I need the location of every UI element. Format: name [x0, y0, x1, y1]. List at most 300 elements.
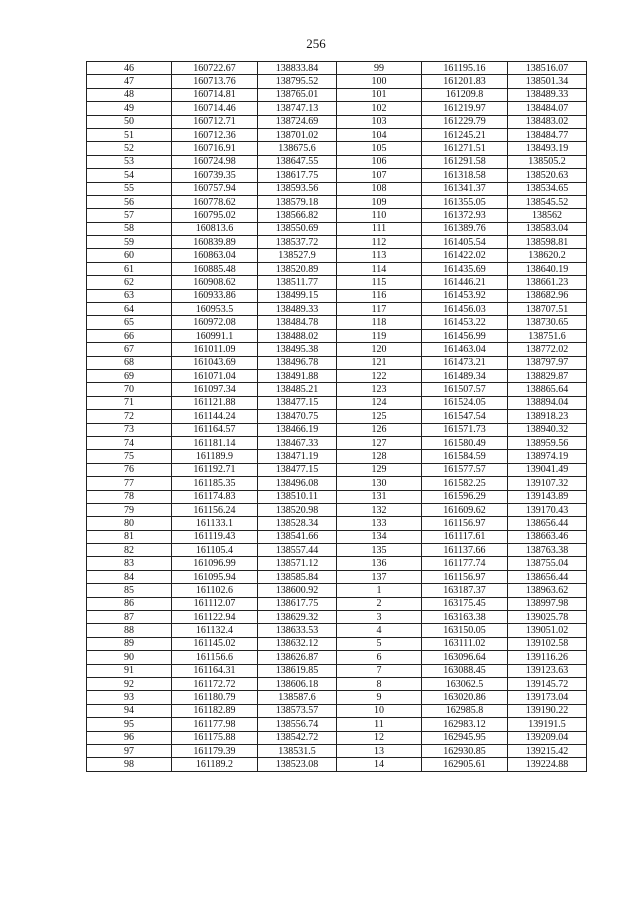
x-coordinate-cell: 162985.8: [422, 704, 508, 717]
point-number-cell: 111: [337, 222, 422, 235]
coordinates-table-body: [87, 62, 587, 772]
x-coordinate-cell: 161271.51: [422, 142, 508, 155]
y-coordinate-cell: 138587.6: [258, 691, 337, 704]
table-row: [87, 356, 587, 369]
point-number-cell: 78: [87, 490, 172, 503]
point-number-cell: 2: [337, 597, 422, 610]
point-number-cell: 49: [87, 102, 172, 115]
point-number-cell: 66: [87, 329, 172, 342]
y-coordinate-cell: 138600.92: [258, 584, 337, 597]
point-number-cell: 65: [87, 316, 172, 329]
point-number-cell: 125: [337, 410, 422, 423]
y-coordinate-cell: 138477.15: [258, 396, 337, 409]
point-number-cell: 104: [337, 128, 422, 141]
point-number-cell: 48: [87, 88, 172, 101]
y-coordinate-cell: 138583.04: [508, 222, 587, 235]
y-coordinate-cell: 138520.89: [258, 262, 337, 275]
x-coordinate-cell: 161144.24: [172, 410, 258, 423]
x-coordinate-cell: 160739.35: [172, 169, 258, 182]
y-coordinate-cell: 139116.26: [508, 651, 587, 664]
x-coordinate-cell: 161180.79: [172, 691, 258, 704]
point-number-cell: 88: [87, 624, 172, 637]
y-coordinate-cell: 138701.02: [258, 128, 337, 141]
y-coordinate-cell: 138619.85: [258, 664, 337, 677]
y-coordinate-cell: 138550.69: [258, 222, 337, 235]
y-coordinate-cell: 138534.65: [508, 182, 587, 195]
point-number-cell: 57: [87, 209, 172, 222]
x-coordinate-cell: 161446.21: [422, 276, 508, 289]
point-number-cell: 116: [337, 289, 422, 302]
x-coordinate-cell: 161117.61: [422, 530, 508, 543]
x-coordinate-cell: 160722.67: [172, 62, 258, 75]
point-number-cell: 67: [87, 343, 172, 356]
point-number-cell: 70: [87, 383, 172, 396]
table-row: [87, 597, 587, 610]
y-coordinate-cell: 138493.19: [508, 142, 587, 155]
point-number-cell: 10: [337, 704, 422, 717]
y-coordinate-cell: 139190.22: [508, 704, 587, 717]
table-row: [87, 731, 587, 744]
point-number-cell: 63: [87, 289, 172, 302]
y-coordinate-cell: 138467.33: [258, 436, 337, 449]
x-coordinate-cell: 160933.86: [172, 289, 258, 302]
y-coordinate-cell: 138974.19: [508, 450, 587, 463]
y-coordinate-cell: 138523.08: [258, 758, 337, 771]
point-number-cell: 56: [87, 195, 172, 208]
table-row: [87, 155, 587, 168]
y-coordinate-cell: 138772.02: [508, 343, 587, 356]
point-number-cell: 61: [87, 262, 172, 275]
x-coordinate-cell: 161121.88: [172, 396, 258, 409]
x-coordinate-cell: 161177.74: [422, 557, 508, 570]
y-coordinate-cell: 138484.78: [258, 316, 337, 329]
point-number-cell: 53: [87, 155, 172, 168]
y-coordinate-cell: 138579.18: [258, 195, 337, 208]
point-number-cell: 136: [337, 557, 422, 570]
x-coordinate-cell: 161596.29: [422, 490, 508, 503]
y-coordinate-cell: 139145.72: [508, 677, 587, 690]
point-number-cell: 91: [87, 664, 172, 677]
table-row: [87, 329, 587, 342]
point-number-cell: 14: [337, 758, 422, 771]
point-number-cell: 81: [87, 530, 172, 543]
point-number-cell: 93: [87, 691, 172, 704]
y-coordinate-cell: 138566.82: [258, 209, 337, 222]
y-coordinate-cell: 138485.21: [258, 383, 337, 396]
y-coordinate-cell: 138511.77: [258, 276, 337, 289]
y-coordinate-cell: 138471.19: [258, 450, 337, 463]
x-coordinate-cell: 160712.71: [172, 115, 258, 128]
point-number-cell: 86: [87, 597, 172, 610]
point-number-cell: 55: [87, 182, 172, 195]
point-number-cell: 74: [87, 436, 172, 449]
x-coordinate-cell: 161580.49: [422, 436, 508, 449]
point-number-cell: 6: [337, 651, 422, 664]
y-coordinate-cell: 138495.38: [258, 343, 337, 356]
point-number-cell: 134: [337, 530, 422, 543]
x-coordinate-cell: 163175.45: [422, 597, 508, 610]
y-coordinate-cell: 138865.64: [508, 383, 587, 396]
point-number-cell: 99: [337, 62, 422, 75]
point-number-cell: 69: [87, 369, 172, 382]
y-coordinate-cell: 139107.32: [508, 477, 587, 490]
x-coordinate-cell: 161422.02: [422, 249, 508, 262]
point-number-cell: 128: [337, 450, 422, 463]
x-coordinate-cell: 161372.93: [422, 209, 508, 222]
x-coordinate-cell: 161571.73: [422, 423, 508, 436]
point-number-cell: 8: [337, 677, 422, 690]
y-coordinate-cell: 138598.81: [508, 236, 587, 249]
point-number-cell: 110: [337, 209, 422, 222]
point-number-cell: 3: [337, 611, 422, 624]
y-coordinate-cell: 139143.89: [508, 490, 587, 503]
y-coordinate-cell: 138501.34: [508, 75, 587, 88]
y-coordinate-cell: 138505.2: [508, 155, 587, 168]
table-row: [87, 570, 587, 583]
point-number-cell: 68: [87, 356, 172, 369]
y-coordinate-cell: 138730.65: [508, 316, 587, 329]
y-coordinate-cell: 138491.88: [258, 369, 337, 382]
point-number-cell: 102: [337, 102, 422, 115]
x-coordinate-cell: 161185.35: [172, 477, 258, 490]
point-number-cell: 127: [337, 436, 422, 449]
y-coordinate-cell: 138520.98: [258, 503, 337, 516]
table-row: [87, 102, 587, 115]
point-number-cell: 84: [87, 570, 172, 583]
x-coordinate-cell: 161189.2: [172, 758, 258, 771]
table-row: [87, 396, 587, 409]
table-row: [87, 651, 587, 664]
point-number-cell: 135: [337, 544, 422, 557]
x-coordinate-cell: 161179.39: [172, 744, 258, 757]
point-number-cell: 126: [337, 423, 422, 436]
y-coordinate-cell: 138656.44: [508, 517, 587, 530]
table-row: [87, 557, 587, 570]
x-coordinate-cell: 163020.86: [422, 691, 508, 704]
x-coordinate-cell: 161102.6: [172, 584, 258, 597]
table-row: [87, 677, 587, 690]
point-number-cell: 131: [337, 490, 422, 503]
x-coordinate-cell: 162905.61: [422, 758, 508, 771]
table-row: [87, 530, 587, 543]
y-coordinate-cell: 138751.6: [508, 329, 587, 342]
y-coordinate-cell: 139215.42: [508, 744, 587, 757]
point-number-cell: 106: [337, 155, 422, 168]
y-coordinate-cell: 138606.18: [258, 677, 337, 690]
x-coordinate-cell: 162983.12: [422, 718, 508, 731]
x-coordinate-cell: 161582.25: [422, 477, 508, 490]
table-row: [87, 517, 587, 530]
x-coordinate-cell: 160714.46: [172, 102, 258, 115]
y-coordinate-cell: 138647.55: [258, 155, 337, 168]
table-row: [87, 611, 587, 624]
table-row: [87, 503, 587, 516]
point-number-cell: 1: [337, 584, 422, 597]
x-coordinate-cell: 161043.69: [172, 356, 258, 369]
y-coordinate-cell: 138663.46: [508, 530, 587, 543]
point-number-cell: 47: [87, 75, 172, 88]
point-number-cell: 13: [337, 744, 422, 757]
x-coordinate-cell: 163062.5: [422, 677, 508, 690]
y-coordinate-cell: 138483.02: [508, 115, 587, 128]
point-number-cell: 72: [87, 410, 172, 423]
table-row: [87, 262, 587, 275]
page-number: 256: [306, 36, 326, 51]
point-number-cell: 87: [87, 611, 172, 624]
x-coordinate-cell: 160713.76: [172, 75, 258, 88]
y-coordinate-cell: 138755.04: [508, 557, 587, 570]
x-coordinate-cell: 161547.54: [422, 410, 508, 423]
point-number-cell: 129: [337, 463, 422, 476]
x-coordinate-cell: 160757.94: [172, 182, 258, 195]
x-coordinate-cell: 163096.64: [422, 651, 508, 664]
point-number-cell: 113: [337, 249, 422, 262]
y-coordinate-cell: 139025.78: [508, 611, 587, 624]
x-coordinate-cell: 161341.37: [422, 182, 508, 195]
y-coordinate-cell: 138617.75: [258, 169, 337, 182]
y-coordinate-cell: 138963.62: [508, 584, 587, 597]
x-coordinate-cell: 161172.72: [172, 677, 258, 690]
x-coordinate-cell: 161389.76: [422, 222, 508, 235]
point-number-cell: 51: [87, 128, 172, 141]
y-coordinate-cell: 138765.01: [258, 88, 337, 101]
point-number-cell: 103: [337, 115, 422, 128]
point-number-cell: 9: [337, 691, 422, 704]
table-row: [87, 423, 587, 436]
point-number-cell: 100: [337, 75, 422, 88]
point-number-cell: 64: [87, 303, 172, 316]
x-coordinate-cell: 161201.83: [422, 75, 508, 88]
x-coordinate-cell: 161132.4: [172, 624, 258, 637]
point-number-cell: 12: [337, 731, 422, 744]
y-coordinate-cell: 138959.56: [508, 436, 587, 449]
table-row: [87, 664, 587, 677]
point-number-cell: 79: [87, 503, 172, 516]
y-coordinate-cell: 138829.87: [508, 369, 587, 382]
x-coordinate-cell: 160813.6: [172, 222, 258, 235]
y-coordinate-cell: 139051.02: [508, 624, 587, 637]
x-coordinate-cell: 161182.89: [172, 704, 258, 717]
x-coordinate-cell: 161156.6: [172, 651, 258, 664]
y-coordinate-cell: 138499.15: [258, 289, 337, 302]
point-number-cell: 52: [87, 142, 172, 155]
point-number-cell: 115: [337, 276, 422, 289]
y-coordinate-cell: 138573.57: [258, 704, 337, 717]
y-coordinate-cell: 138656.44: [508, 570, 587, 583]
x-coordinate-cell: 161453.92: [422, 289, 508, 302]
y-coordinate-cell: 138795.52: [258, 75, 337, 88]
table-row: [87, 222, 587, 235]
y-coordinate-cell: 138797.97: [508, 356, 587, 369]
point-number-cell: 50: [87, 115, 172, 128]
y-coordinate-cell: 138484.07: [508, 102, 587, 115]
x-coordinate-cell: 161156.24: [172, 503, 258, 516]
x-coordinate-cell: 161229.79: [422, 115, 508, 128]
table-row: [87, 62, 587, 75]
point-number-cell: 118: [337, 316, 422, 329]
table-row: [87, 276, 587, 289]
y-coordinate-cell: 138537.72: [258, 236, 337, 249]
point-number-cell: 123: [337, 383, 422, 396]
x-coordinate-cell: 160716.91: [172, 142, 258, 155]
point-number-cell: 121: [337, 356, 422, 369]
y-coordinate-cell: 138556.74: [258, 718, 337, 731]
y-coordinate-cell: 138894.04: [508, 396, 587, 409]
y-coordinate-cell: 138724.69: [258, 115, 337, 128]
point-number-cell: 82: [87, 544, 172, 557]
table-row: [87, 209, 587, 222]
x-coordinate-cell: 161405.54: [422, 236, 508, 249]
table-row: [87, 383, 587, 396]
x-coordinate-cell: 161453.22: [422, 316, 508, 329]
x-coordinate-cell: 161318.58: [422, 169, 508, 182]
y-coordinate-cell: 138997.98: [508, 597, 587, 610]
x-coordinate-cell: 160714.81: [172, 88, 258, 101]
x-coordinate-cell: 161577.57: [422, 463, 508, 476]
x-coordinate-cell: 161473.21: [422, 356, 508, 369]
point-number-cell: 62: [87, 276, 172, 289]
y-coordinate-cell: 139102.58: [508, 637, 587, 650]
x-coordinate-cell: 161164.31: [172, 664, 258, 677]
table-row: [87, 369, 587, 382]
point-number-cell: 60: [87, 249, 172, 262]
y-coordinate-cell: 138682.96: [508, 289, 587, 302]
x-coordinate-cell: 161209.8: [422, 88, 508, 101]
table-row: [87, 544, 587, 557]
x-coordinate-cell: 163111.02: [422, 637, 508, 650]
table-row: [87, 75, 587, 88]
point-number-cell: 124: [337, 396, 422, 409]
point-number-cell: 119: [337, 329, 422, 342]
y-coordinate-cell: 138629.32: [258, 611, 337, 624]
table-row: [87, 115, 587, 128]
y-coordinate-cell: 138632.12: [258, 637, 337, 650]
table-row: [87, 490, 587, 503]
point-number-cell: 77: [87, 477, 172, 490]
y-coordinate-cell: 138510.11: [258, 490, 337, 503]
x-coordinate-cell: 161096.99: [172, 557, 258, 570]
y-coordinate-cell: 139191.5: [508, 718, 587, 731]
x-coordinate-cell: 161181.14: [172, 436, 258, 449]
y-coordinate-cell: 138477.15: [258, 463, 337, 476]
x-coordinate-cell: 161164.57: [172, 423, 258, 436]
x-coordinate-cell: 160953.5: [172, 303, 258, 316]
point-number-cell: 130: [337, 477, 422, 490]
x-coordinate-cell: 160908.62: [172, 276, 258, 289]
point-number-cell: 97: [87, 744, 172, 757]
x-coordinate-cell: 160885.48: [172, 262, 258, 275]
x-coordinate-cell: 161489.34: [422, 369, 508, 382]
y-coordinate-cell: 138528.34: [258, 517, 337, 530]
y-coordinate-cell: 138557.44: [258, 544, 337, 557]
point-number-cell: 5: [337, 637, 422, 650]
y-coordinate-cell: 138747.13: [258, 102, 337, 115]
y-coordinate-cell: 138640.19: [508, 262, 587, 275]
point-number-cell: 132: [337, 503, 422, 516]
x-coordinate-cell: 161435.69: [422, 262, 508, 275]
y-coordinate-cell: 138620.2: [508, 249, 587, 262]
y-coordinate-cell: 138940.32: [508, 423, 587, 436]
y-coordinate-cell: 139209.04: [508, 731, 587, 744]
point-number-cell: 94: [87, 704, 172, 717]
table-row: [87, 249, 587, 262]
y-coordinate-cell: 138484.77: [508, 128, 587, 141]
x-coordinate-cell: 161192.71: [172, 463, 258, 476]
table-row: [87, 691, 587, 704]
y-coordinate-cell: 138496.78: [258, 356, 337, 369]
x-coordinate-cell: 161463.04: [422, 343, 508, 356]
table-row: [87, 236, 587, 249]
x-coordinate-cell: 163163.38: [422, 611, 508, 624]
point-number-cell: 11: [337, 718, 422, 731]
x-coordinate-cell: 162930.85: [422, 744, 508, 757]
coordinates-table: [86, 61, 587, 772]
point-number-cell: 122: [337, 369, 422, 382]
y-coordinate-cell: 138541.66: [258, 530, 337, 543]
point-number-cell: 120: [337, 343, 422, 356]
y-coordinate-cell: 138661.23: [508, 276, 587, 289]
table-row: [87, 169, 587, 182]
y-coordinate-cell: 138542.72: [258, 731, 337, 744]
point-number-cell: 133: [337, 517, 422, 530]
x-coordinate-cell: 161071.04: [172, 369, 258, 382]
x-coordinate-cell: 161195.16: [422, 62, 508, 75]
table-row: [87, 637, 587, 650]
x-coordinate-cell: 161122.94: [172, 611, 258, 624]
y-coordinate-cell: 138585.84: [258, 570, 337, 583]
point-number-cell: 95: [87, 718, 172, 731]
x-coordinate-cell: 161156.97: [422, 517, 508, 530]
y-coordinate-cell: 138633.53: [258, 624, 337, 637]
y-coordinate-cell: 138531.5: [258, 744, 337, 757]
x-coordinate-cell: 160839.89: [172, 236, 258, 249]
table-row: [87, 289, 587, 302]
x-coordinate-cell: 162945.95: [422, 731, 508, 744]
point-number-cell: 92: [87, 677, 172, 690]
point-number-cell: 75: [87, 450, 172, 463]
x-coordinate-cell: 161456.99: [422, 329, 508, 342]
y-coordinate-cell: 138562: [508, 209, 587, 222]
point-number-cell: 117: [337, 303, 422, 316]
table-row: [87, 584, 587, 597]
y-coordinate-cell: 138520.63: [508, 169, 587, 182]
point-number-cell: 4: [337, 624, 422, 637]
point-number-cell: 80: [87, 517, 172, 530]
x-coordinate-cell: 161291.58: [422, 155, 508, 168]
y-coordinate-cell: 139041.49: [508, 463, 587, 476]
x-coordinate-cell: 160724.98: [172, 155, 258, 168]
y-coordinate-cell: 139224.88: [508, 758, 587, 771]
x-coordinate-cell: 161133.1: [172, 517, 258, 530]
point-number-cell: 54: [87, 169, 172, 182]
x-coordinate-cell: 161145.02: [172, 637, 258, 650]
y-coordinate-cell: 138617.75: [258, 597, 337, 610]
table-row: [87, 624, 587, 637]
table-row: [87, 182, 587, 195]
x-coordinate-cell: 161137.66: [422, 544, 508, 557]
x-coordinate-cell: 160712.36: [172, 128, 258, 141]
y-coordinate-cell: 139123.63: [508, 664, 587, 677]
point-number-cell: 7: [337, 664, 422, 677]
point-number-cell: 108: [337, 182, 422, 195]
point-number-cell: 58: [87, 222, 172, 235]
table-row: [87, 718, 587, 731]
x-coordinate-cell: 163088.45: [422, 664, 508, 677]
y-coordinate-cell: 138489.33: [258, 303, 337, 316]
y-coordinate-cell: 139173.04: [508, 691, 587, 704]
point-number-cell: 76: [87, 463, 172, 476]
y-coordinate-cell: 138707.51: [508, 303, 587, 316]
